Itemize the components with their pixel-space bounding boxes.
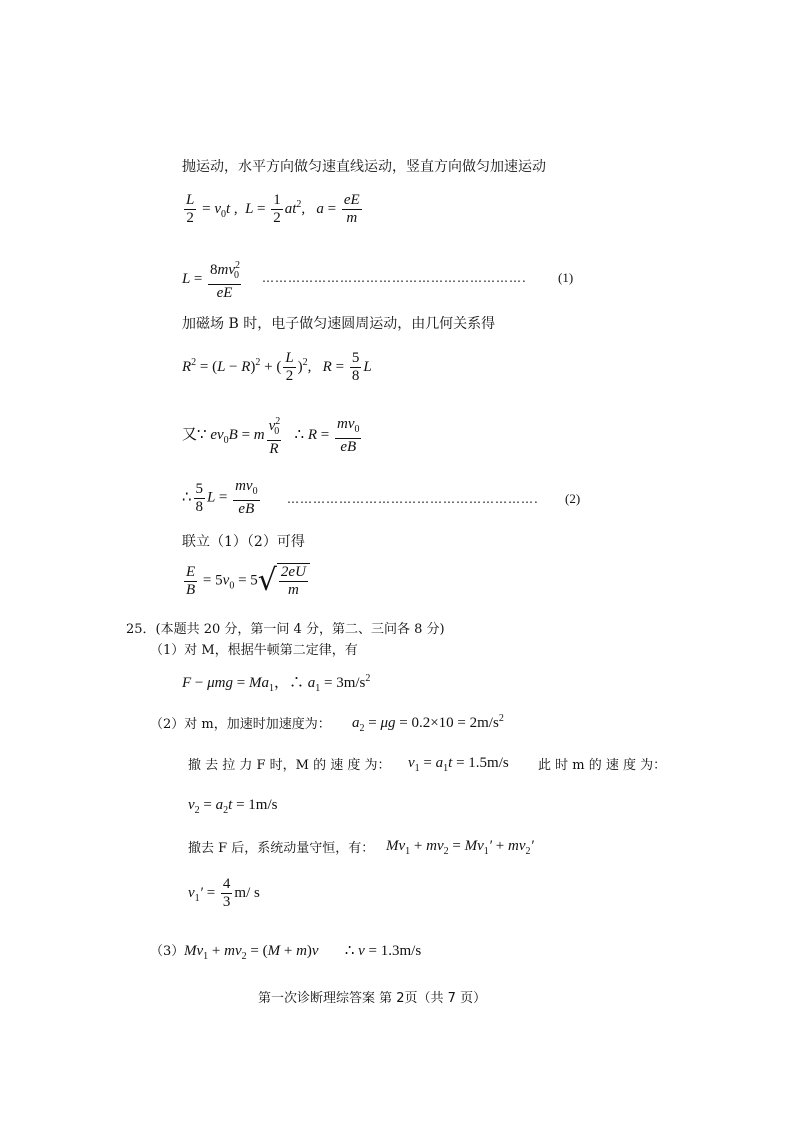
text-line-projectile: 抛运动，水平方向做匀速直线运动，竖直方向做匀加速运动 [182, 159, 546, 175]
question-25-header: 25．(本题共 20 分，第一问 4 分，第二、三问各 8 分) [126, 622, 445, 637]
equation-v1: $v_1 = a_1t = 1.5m/s$ [408, 755, 509, 774]
equation-final-velocity: $Mv_1 + mv_2 = (M + m)v$ ∴ v = 1.3m/s [184, 943, 422, 962]
q25-part2-velocity-m: 此 时 m 的 速 度 为： [538, 758, 667, 773]
equation-newton: $F - \mu mg = Ma_1$，∴ $a_1 = 3m/s^2$ [182, 673, 371, 694]
equation-kinematics: $\frac{L}{2}$ = $v_0t$ , L = $\frac{1}{2}$ $at^2$, a = $\frac{eE}{m}$ [186, 192, 360, 226]
q25-part2-text: （2）对 m，加速时加速度为： [150, 717, 331, 732]
equation-acceleration-m: $a_2 = \mu g = 0.2\times 10 = 2m/s^2$ [352, 713, 504, 734]
equation-number-2: (2) [565, 491, 581, 506]
q25-part1-text: （1）对 M，根据牛顿第二定律，有 [150, 643, 358, 658]
text-line-combine: 联立（1）（2）可得 [182, 534, 305, 550]
equation-momentum: $Mv_1 + mv_2 = Mv_1' + mv_2'$ [386, 838, 534, 857]
page-footer: 第一次诊断理综答案 第 2页（共 7 页） [258, 991, 487, 1006]
equation-L: L = $\frac{8mv^2_0}{eE}$ [182, 257, 243, 302]
equation-number-1: (1) [558, 270, 574, 285]
text-line-magnetic: 加磁场 B 时，电子做匀速圆周运动，由几何关系得 [182, 316, 496, 332]
leader-dots-1: ……………………………………………………. [262, 271, 527, 285]
equation-lorentz: 又∵ $ev_0B = m$ $\frac{v^2_0}{R}$ ∴ R = $\frac{mv_0}{eB}$ [182, 413, 363, 458]
q25-part2-velocity-M: 撤 去 拉 力 F 时，M 的 速 度 为： [188, 758, 391, 773]
equation-ratio: $\frac{E}{B}$ = $5v_0 = 5$ √ $\frac{2eU}{m}$ [182, 563, 310, 599]
equation-geometry: $R^2 = (L - R)^2$ + ( $\frac{L}{2}$ )$^2$, R = $\frac{5}{8}$ L [182, 350, 372, 384]
leader-dots-2: …………………………………………………. [287, 492, 539, 506]
q25-part2-momentum: 撤去 F 后，系统动量守恒，有： [188, 841, 375, 856]
q25-part3-label: （3） [150, 944, 185, 959]
equation-radius: ∴ $\frac{5}{8}$ L = $\frac{mv_0}{eB}$ [182, 478, 258, 517]
equation-v2: $v_2 = a_2t = 1m/s$ [188, 797, 278, 816]
equation-v1-prime: $v_1'$ = $\frac{4}{3}$ m/ s [188, 876, 260, 910]
